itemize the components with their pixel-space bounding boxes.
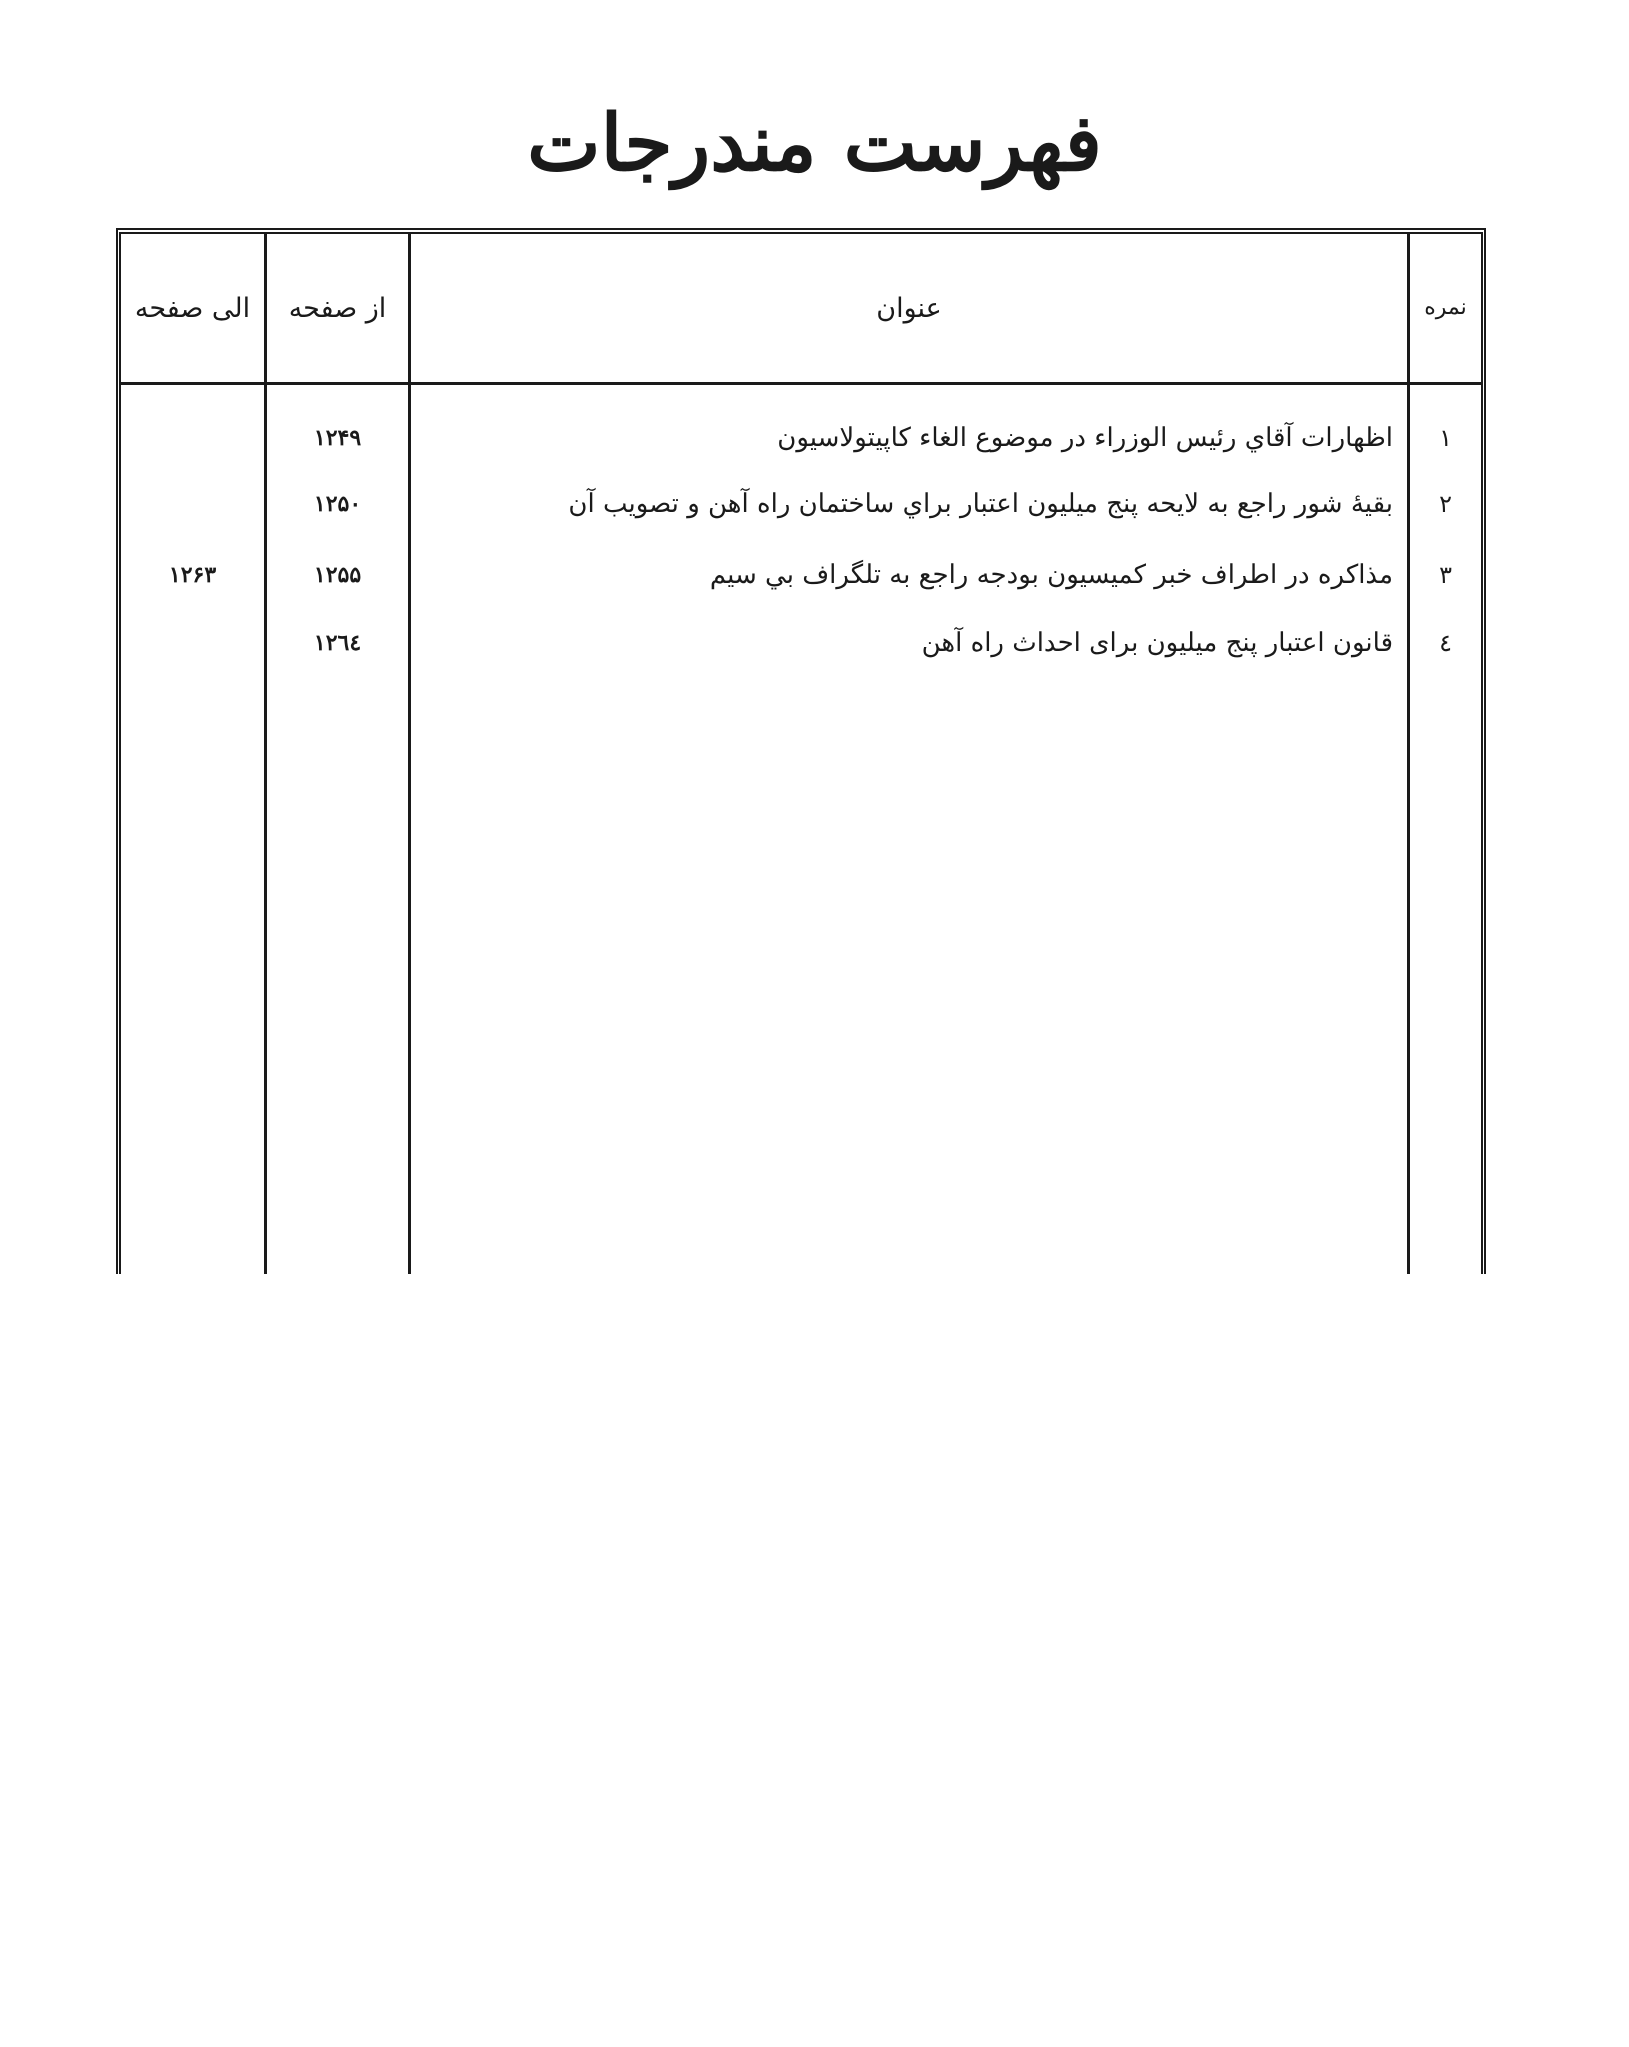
table-row bbox=[121, 618, 1481, 668]
header-to-page bbox=[121, 234, 264, 382]
table-row bbox=[121, 413, 1481, 463]
toc-table bbox=[116, 228, 1486, 1274]
table-row bbox=[121, 479, 1481, 529]
header-number-label: نمره bbox=[1424, 294, 1467, 320]
header-title-label: عنوان bbox=[876, 292, 942, 324]
row-title: قانون اعتبار پنج ميليون براى احداث راه آهن bbox=[921, 628, 1393, 658]
row-to-page bbox=[121, 413, 264, 463]
row-from-page: ۱۲٦٤ bbox=[313, 630, 362, 656]
row-number: ۲ bbox=[1439, 490, 1452, 518]
row-number: ۳ bbox=[1439, 561, 1452, 589]
row-from-page: ۱۲۵۰ bbox=[313, 491, 362, 517]
row-to-page bbox=[121, 479, 264, 529]
row-to-page bbox=[121, 618, 264, 668]
row-from-page: ۱۲۴۹ bbox=[313, 425, 362, 451]
row-title: بقيهٔ شور راجع به لايحه پنج ميليون اعتبار براي ساختمان راه آهن و تصويب آن bbox=[568, 489, 1393, 519]
row-number: ۱ bbox=[1439, 424, 1452, 452]
column-divider bbox=[264, 234, 267, 1274]
header-divider bbox=[121, 382, 1481, 385]
row-to-page: ۱۲۶۳ bbox=[168, 562, 217, 588]
row-from-page: ۱۲۵۵ bbox=[313, 562, 362, 588]
header-title bbox=[411, 234, 1407, 382]
page-title: فهرست مندرجات bbox=[527, 98, 1102, 189]
table-row bbox=[121, 550, 1481, 600]
row-title: اظهارات آقاي رئيس الوزراء در موضوع الغاء کاپيتولاسيون bbox=[777, 423, 1393, 453]
header-number bbox=[1410, 234, 1481, 382]
header-to-page-label: الی صفحه bbox=[134, 292, 251, 324]
header-from-page bbox=[267, 234, 408, 382]
header-from-page-label: از صفحه bbox=[288, 292, 387, 324]
column-divider bbox=[408, 234, 411, 1274]
row-title: مذاکره در اطراف خبر کميسيون بودجه راجع به تلگراف بي سيم bbox=[709, 560, 1393, 590]
row-number: ٤ bbox=[1439, 629, 1452, 657]
column-divider bbox=[1407, 234, 1410, 1274]
